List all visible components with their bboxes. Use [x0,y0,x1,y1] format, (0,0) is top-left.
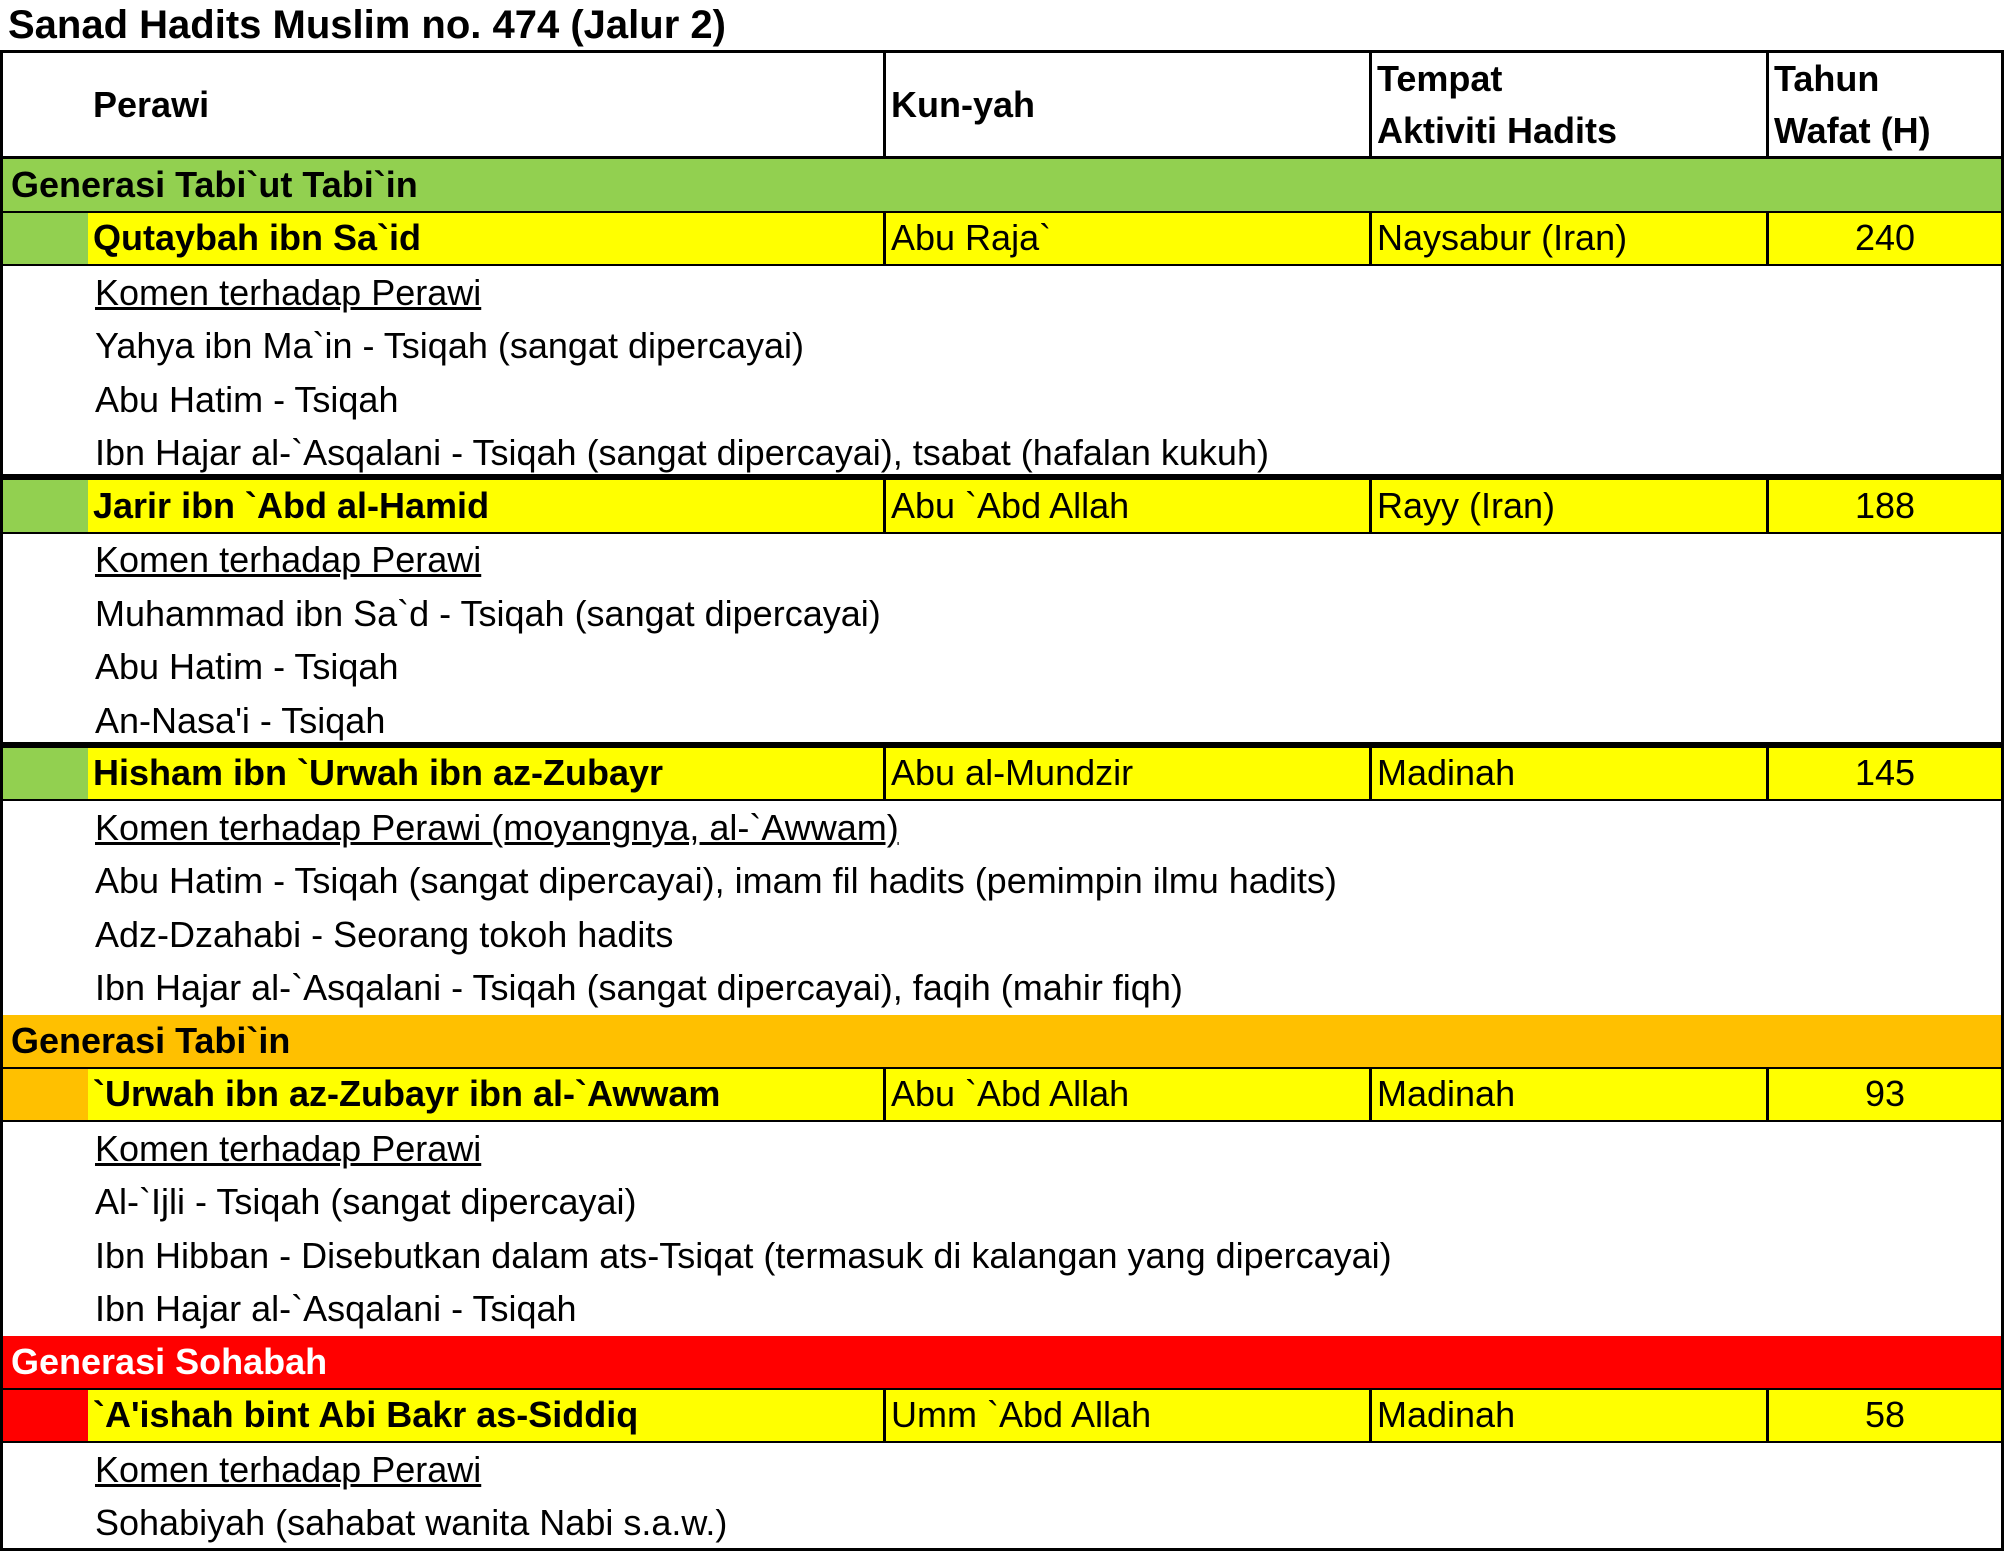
column-divider [883,1069,886,1121]
comment-text: Abu Hatim - Tsiqah (sangat dipercayai), imam fil hadits (pemimpin ilmu hadits) [95,860,1337,902]
generation-color-stub [3,213,88,265]
generation-color-stub [3,1069,88,1121]
comment-heading: Komen terhadap Perawi [95,1448,482,1490]
narrator-row [3,742,2001,802]
table-header [3,53,2001,159]
narrator-place: Madinah [1377,752,1516,794]
narrator-kunyah: Umm `Abd Allah [891,1394,1152,1436]
narrator-name: `A'ishah bint Abi Bakr as-Siddiq [93,1394,639,1436]
generation-header: Generasi Tabi`in [3,1015,2001,1069]
narrator-kunyah: Abu Raja` [891,217,1052,259]
comment-heading-row [3,266,2001,320]
comment-heading-row [3,534,2001,588]
comment-text: Al-`Ijli - Tsiqah (sangat dipercayai) [95,1181,637,1223]
generation-color-stub [3,1390,88,1442]
narrator-place: Naysabur (Iran) [1377,217,1628,259]
header-perawi: Perawi [93,83,210,125]
generation-header: Generasi Sohabah [3,1336,2001,1390]
narrator-place: Rayy (Iran) [1377,484,1556,526]
narrator-kunyah: Abu `Abd Allah [891,484,1130,526]
narrator-death-year: 145 [1854,752,1916,794]
comment-row [3,587,2001,641]
column-divider [883,748,886,800]
comment-row [3,962,2001,1016]
comment-text: Adz-Dzahabi - Seorang tokoh hadits [95,913,674,955]
header-tempat [1377,53,1767,156]
comment-heading: Komen terhadap Perawi [95,271,482,313]
column-divider [1369,748,1372,800]
comment-heading-row [3,1122,2001,1176]
comment-row [3,1229,2001,1283]
column-divider [1369,480,1372,532]
comment-text: Ibn Hajar al-`Asqalani - Tsiqah (sangat dipercayai), faqih (mahir fiqh) [95,967,1183,1009]
comment-text: An-Nasa'i - Tsiqah [95,699,386,741]
comment-row [3,694,2001,748]
sanad-table [0,50,2004,1551]
comment-text: Ibn Hajar al-`Asqalani - Tsiqah [95,1288,577,1330]
comment-heading: Komen terhadap Perawi (moyangnya, al-`Awwam) [95,806,899,848]
narrator-row [3,213,2001,267]
column-divider [883,1390,886,1442]
comment-row [3,373,2001,427]
narrator-name: Jarir ibn `Abd al-Hamid [93,484,490,526]
comment-heading-row [3,801,2001,855]
narrator-death-year: 93 [1864,1073,1906,1115]
narrator-row [3,1069,2001,1123]
comment-text: Abu Hatim - Tsiqah [95,378,399,420]
column-divider [1369,1390,1372,1442]
comment-row [3,855,2001,909]
generation-color-stub [3,480,88,532]
narrator-death-year: 58 [1864,1394,1906,1436]
comment-text: Muhammad ibn Sa`d - Tsiqah (sangat dipercayai) [95,592,881,634]
header-tahun [1774,53,1999,156]
comment-row [3,1283,2001,1337]
generation-header: Generasi Tabi`ut Tabi`in [3,159,2001,213]
narrator-kunyah: Abu `Abd Allah [891,1073,1130,1115]
header-tahun-line1: Tahun [1774,57,1880,99]
comment-heading: Komen terhadap Perawi [95,1127,482,1169]
comment-row [3,1497,2001,1551]
narrator-kunyah: Abu al-Mundzir [891,752,1134,794]
comment-row [3,427,2001,481]
narrator-row [3,1390,2001,1444]
narrator-place: Madinah [1377,1073,1516,1115]
generation-color-stub [3,748,88,800]
comment-text: Sohabiyah (sahabat wanita Nabi s.a.w.) [95,1502,728,1544]
narrator-name: Hisham ibn `Urwah ibn az-Zubayr [93,752,664,794]
comment-text: Ibn Hajar al-`Asqalani - Tsiqah (sangat dipercayai), tsabat (hafalan kukuh) [95,432,1269,474]
header-tempat-line2: Aktiviti Hadits [1377,109,1618,151]
header-tahun-line2: Wafat (H) [1774,109,1931,151]
comment-text: Yahya ibn Ma`in - Tsiqah (sangat dipercayai) [95,325,805,367]
narrator-death-year: 188 [1854,484,1916,526]
page-title: Sanad Hadits Muslim no. 474 (Jalur 2) [8,3,726,47]
narrator-row [3,474,2001,534]
header-kunyah: Kun-yah [891,83,1035,125]
comment-text: Ibn Hibban - Disebutkan dalam ats-Tsiqat (termasuk di kalangan yang dipercayai) [95,1234,1392,1276]
comment-text: Abu Hatim - Tsiqah [95,646,399,688]
column-divider [1369,1069,1372,1121]
comment-row [3,1176,2001,1230]
comment-row [3,320,2001,374]
narrator-death-year: 240 [1854,217,1916,259]
comment-row [3,641,2001,695]
header-tempat-line1: Tempat [1377,57,1503,99]
narrator-name: `Urwah ibn az-Zubayr ibn al-`Awwam [93,1073,721,1115]
column-divider [883,480,886,532]
comment-row [3,908,2001,962]
narrator-place: Madinah [1377,1394,1516,1436]
column-divider [883,213,886,265]
comment-heading: Komen terhadap Perawi [95,539,482,581]
comment-heading-row [3,1443,2001,1497]
column-divider [1369,213,1372,265]
narrator-name: Qutaybah ibn Sa`id [93,217,422,259]
